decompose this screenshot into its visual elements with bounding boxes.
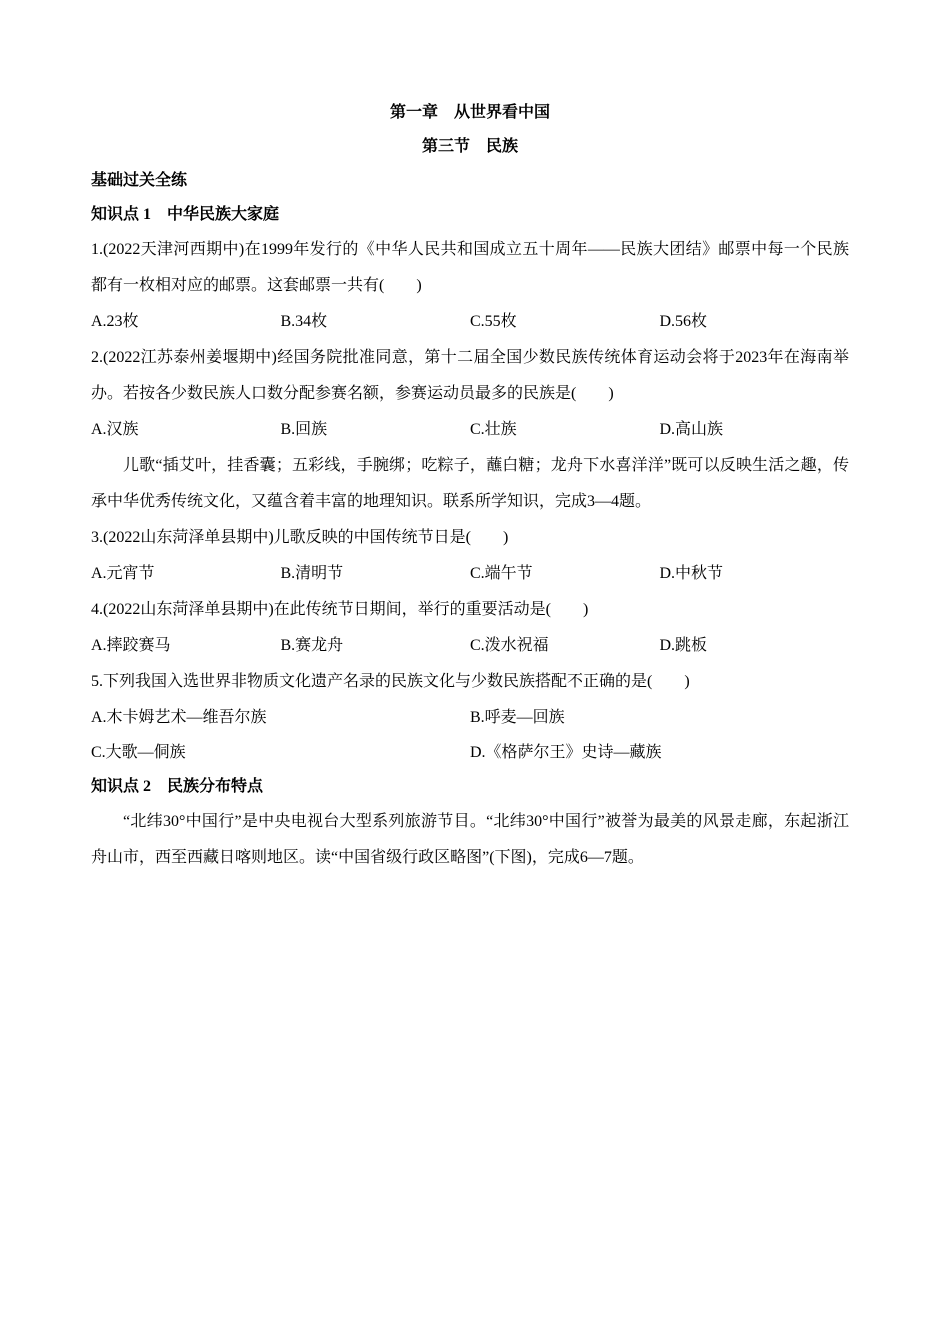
option-d: D.中秋节	[659, 565, 724, 582]
option-a: A.汉族	[91, 421, 139, 438]
knowledge-point-1-heading: 知识点 1 中华民族大家庭	[91, 206, 280, 223]
chapter-title: 第一章 从世界看中国	[389, 104, 550, 121]
option-c: C.端午节	[470, 565, 533, 582]
option-a: A.摔跤赛马	[91, 637, 171, 654]
question-4: 4.(2022山东菏泽单县期中)在此传统节日期间，举行的重要活动是( )	[91, 601, 589, 618]
option-b: B.呼麦—回族	[470, 709, 565, 726]
question-5-options-row-1	[91, 700, 849, 735]
question-1-options	[91, 304, 849, 340]
passage-nursery-rhyme: 儿歌“插艾叶，挂香囊；五彩线，手腕绑；吃粽子，蘸白糖；龙舟下水喜洋洋”既可以反映生活之趣，传承中华优秀传统文化，又蕴含着丰富的地理知识。联系所学知识，完成3—4题。	[91, 457, 849, 510]
option-a: A.23枚	[91, 313, 139, 330]
question-2: 2.(2022江苏泰州姜堰期中)经国务院批准同意，第十二届全国少数民族传统体育运动会将于2023年在海南举办。若按各少数民族人口数分配参赛名额，参赛运动员最多的民族是( )	[91, 349, 849, 402]
question-2-options	[91, 412, 849, 448]
question-5: 5.下列我国入选世界非物质文化遗产名录的民族文化与少数民族搭配不正确的是( )	[91, 673, 690, 690]
option-b: B.回族	[280, 421, 328, 438]
option-c: C.壮族	[470, 421, 517, 438]
question-1: 1.(2022天津河西期中)在1999年发行的《中华人民共和国成立五十周年——民族大团结》邮票中每一个民族都有一枚相对应的邮票。这套邮票一共有( )	[91, 241, 849, 294]
question-5-options-row-2	[91, 735, 849, 770]
option-c: C.55枚	[470, 313, 517, 330]
question-4-options	[91, 628, 849, 664]
option-c: C.大歌—侗族	[91, 744, 186, 761]
question-3-options	[91, 556, 849, 592]
practice-heading: 基础过关全练	[91, 172, 188, 189]
knowledge-point-2-heading: 知识点 2 民族分布特点	[91, 778, 264, 795]
option-a: A.木卡姆艺术—维吾尔族	[91, 709, 267, 726]
option-d: D.跳板	[659, 637, 708, 654]
option-a: A.元宵节	[91, 565, 155, 582]
document-page	[91, 96, 849, 876]
option-b: B.赛龙舟	[280, 637, 344, 654]
option-c: C.泼水祝福	[470, 637, 549, 654]
section-title: 第三节 民族	[421, 138, 518, 155]
option-d: D.《格萨尔王》史诗—藏族	[470, 744, 662, 761]
option-d: D.高山族	[659, 421, 724, 438]
option-b: B.清明节	[280, 565, 344, 582]
option-b: B.34枚	[280, 313, 328, 330]
question-3: 3.(2022山东菏泽单县期中)儿歌反映的中国传统节日是( )	[91, 529, 509, 546]
passage-latitude-30: “北纬30°中国行”是中央电视台大型系列旅游节目。“北纬30°中国行”被誉为最美的风景走廊，东起浙江舟山市，西至西藏日喀则地区。读“中国省级行政区略图”(下图)，完成6—7题。	[91, 813, 849, 866]
option-d: D.56枚	[659, 313, 708, 330]
